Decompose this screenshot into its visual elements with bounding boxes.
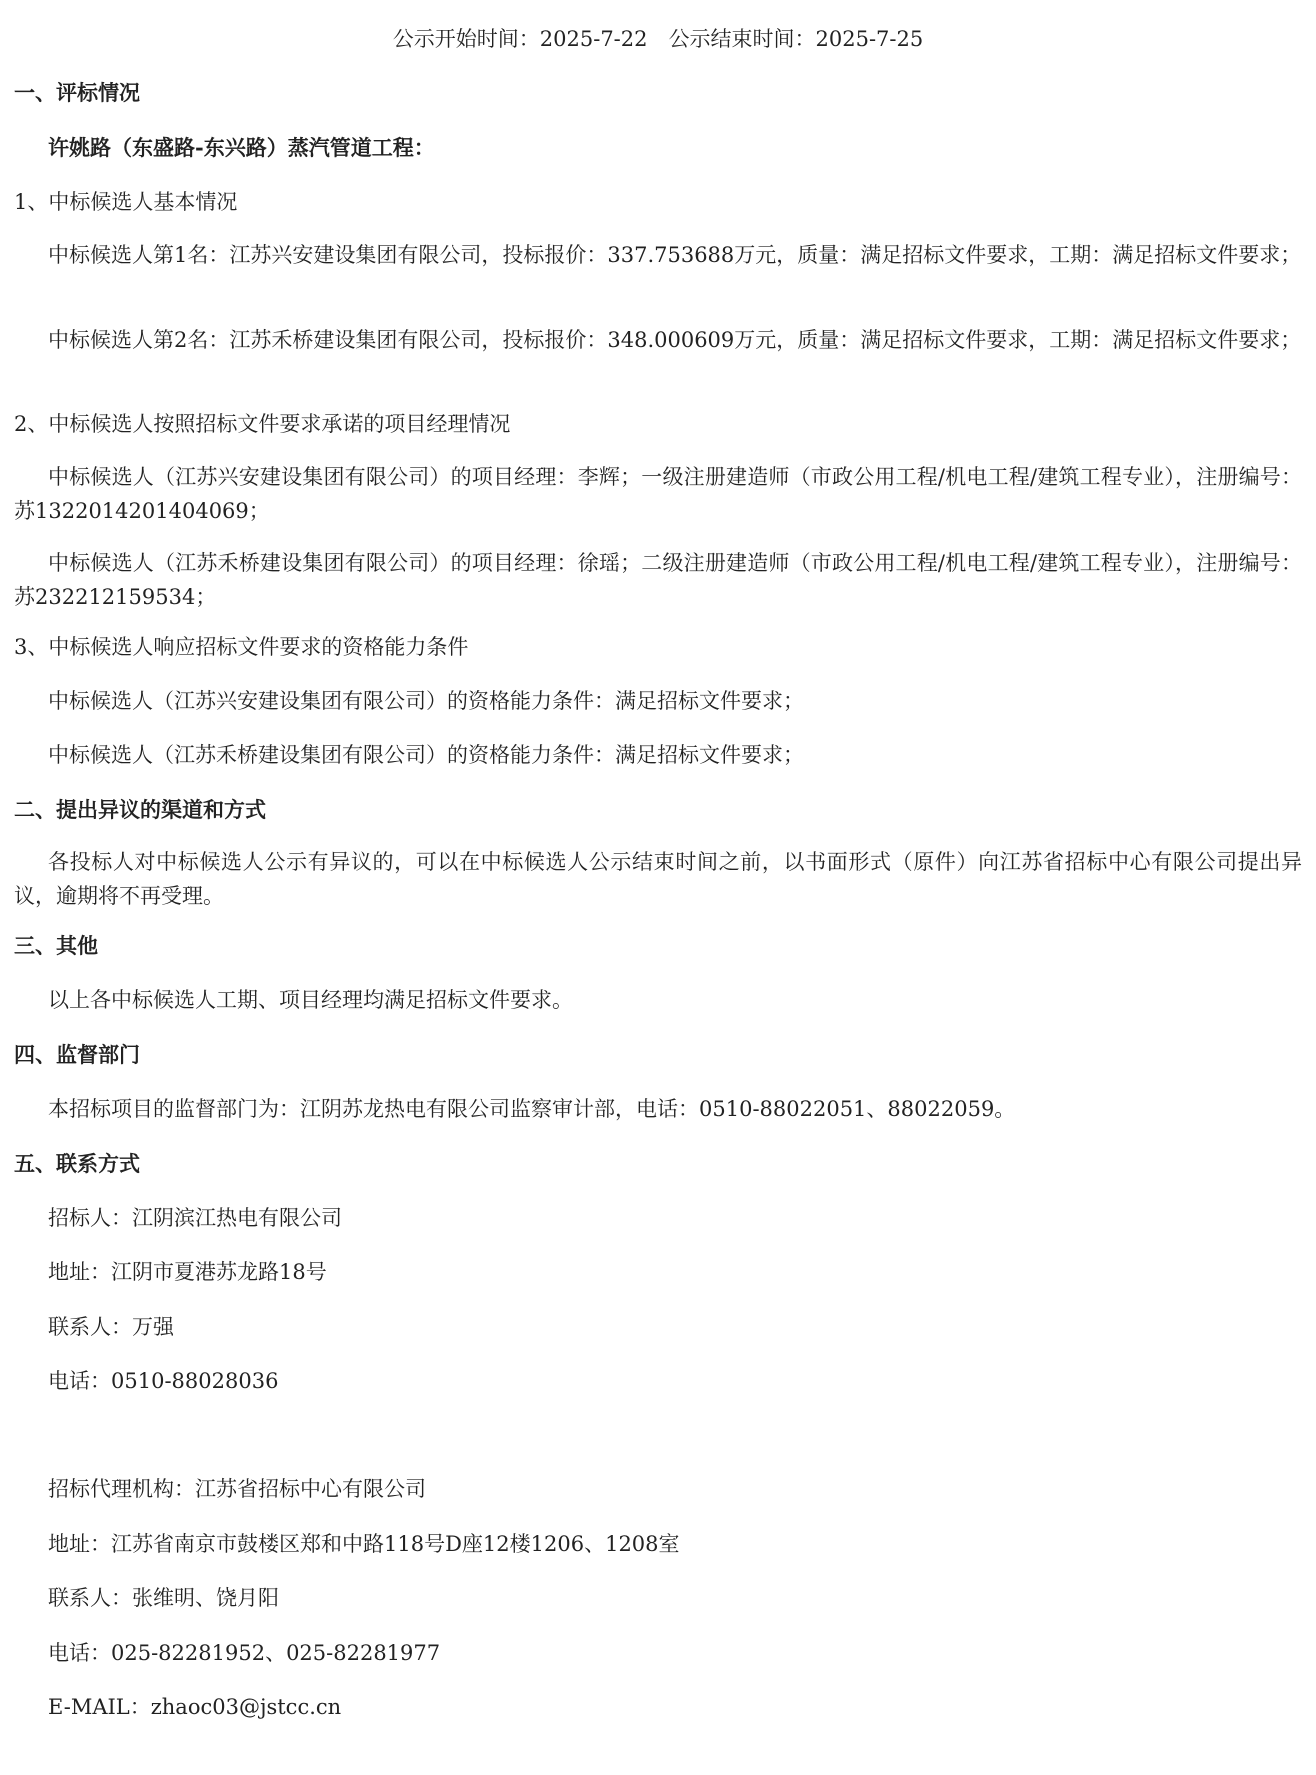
agency-address: 地址：江苏省南京市鼓楼区郑和中路118号D座12楼1206、1208室 xyxy=(48,1532,680,1556)
objection-body: 各投标人对中标候选人公示有异议的，可以在中标候选人公示结束时间之前，以书面形式（原件）向江苏省招标中心有限公司提出异议，逾期将不再受理。 xyxy=(14,850,1302,908)
section2-heading: 二、提出异议的渠道和方式 xyxy=(14,797,266,822)
sub1-heading: 1、中标候选人基本情况 xyxy=(14,190,238,214)
candidate-1: 中标候选人第1名：江苏兴安建设集团有限公司，投标报价：337.753688万元，质量：满足招标文件要求，工期：满足招标文件要求； xyxy=(48,243,1302,267)
agency-email: E-MAIL：zhaoc03@jstcc.cn xyxy=(48,1695,342,1719)
qualification-1: 中标候选人（江苏兴安建设集团有限公司）的资格能力条件：满足招标文件要求； xyxy=(48,689,804,713)
section1-heading: 一、评标情况 xyxy=(14,80,140,105)
project-title: 许姚路（东盛路-东兴路）蒸汽管道工程： xyxy=(48,135,435,160)
other-body: 以上各中标候选人工期、项目经理均满足招标文件要求。 xyxy=(48,988,573,1012)
tenderer-name: 招标人：江阴滨江热电有限公司 xyxy=(48,1206,342,1230)
project-manager-1: 中标候选人（江苏兴安建设集团有限公司）的项目经理：李辉；一级注册建造师（市政公用工程/机电工程/建筑工程专业），注册编号：苏1322014201404069； xyxy=(14,465,1302,523)
tenderer-phone: 电话：0510-88028036 xyxy=(48,1369,279,1393)
publicity-dates: 公示开始时间：2025-7-22 公示结束时间：2025-7-25 xyxy=(392,27,924,51)
agency-name: 招标代理机构：江苏省招标中心有限公司 xyxy=(48,1477,426,1501)
tenderer-address: 地址：江阴市夏港苏龙路18号 xyxy=(48,1260,327,1284)
agency-phone: 电话：025-82281952、025-82281977 xyxy=(48,1641,441,1665)
sub3-heading: 3、中标候选人响应招标文件要求的资格能力条件 xyxy=(14,635,469,659)
qualification-2: 中标候选人（江苏禾桥建设集团有限公司）的资格能力条件：满足招标文件要求； xyxy=(48,743,804,767)
tenderer-contact: 联系人：万强 xyxy=(48,1315,174,1339)
section3-heading: 三、其他 xyxy=(14,933,98,958)
supervision-body: 本招标项目的监督部门为：江阴苏龙热电有限公司监察审计部，电话：0510-88022051、88022059。 xyxy=(48,1097,1016,1121)
candidate-2: 中标候选人第2名：江苏禾桥建设集团有限公司，投标报价：348.000609万元，质量：满足招标文件要求，工期：满足招标文件要求； xyxy=(48,328,1302,352)
agency-contact: 联系人：张维明、饶月阳 xyxy=(48,1586,279,1610)
project-manager-2: 中标候选人（江苏禾桥建设集团有限公司）的项目经理：徐瑶；二级注册建造师（市政公用工程/机电工程/建筑工程专业），注册编号：苏232212159534； xyxy=(14,551,1302,609)
section4-heading: 四、监督部门 xyxy=(14,1042,140,1067)
section5-heading: 五、联系方式 xyxy=(14,1151,140,1176)
sub2-heading: 2、中标候选人按照招标文件要求承诺的项目经理情况 xyxy=(14,412,511,436)
